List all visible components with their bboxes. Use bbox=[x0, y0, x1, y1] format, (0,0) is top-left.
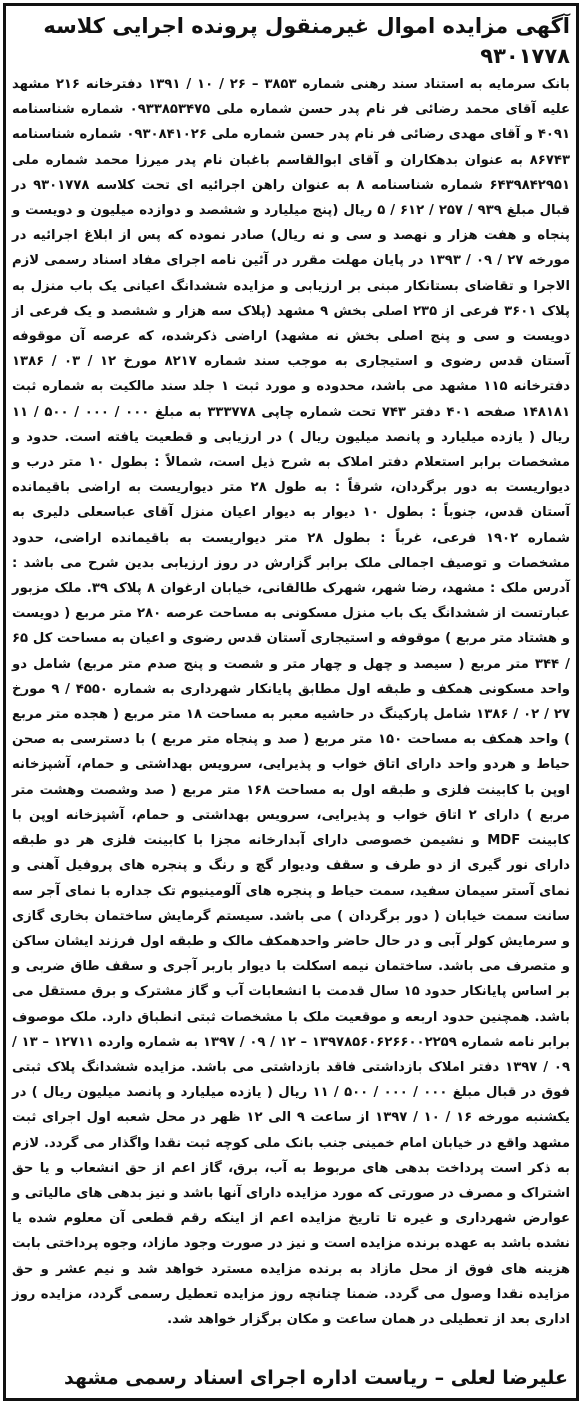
notice-body: بانک سرمایه به استناد سند رهنی شماره ۳۸۵۳ – ۲۶ / ۱۰ / ۱۳۹۱ دفترخانه ۲۱۶ مشهد علیه آقای محمد رضائی فر نام پدر حسن شماره ملی ۰۹۳۳۸۵۳۴۷۵ شماره شناسنامه ۴۰۹۱ و آقای مهدی رضائی فر نام پدر حسن شماره ملی ۰۹۳۰۸۴۱۰۲۶ شماره شناسنامه ۸۶۷۴۳ به عنوان بدهکاران و آقای ابوالقاسم باغبان نام پدر میرزا محمد شماره ملی ۶۴۳۹۸۴۲۹۵۱ شماره شناسنامه ۸ به عنوان راهن اجرائیه ای تحت کلاسه ۹۳۰۱۷۷۸ در قبال مبلغ ۹۳۹ / ۲۵۷ / ۶۱۲ / ۵ ریال (پنج میلیارد و ششصد و دوازده میلیون و دویست و پنجاه و هفت هزار و نهصد و سی و نه ریال) صادر نموده که پس از ابلاغ اجرائیه در مورخه ۲۷ / ۰۹ / ۱۳۹۳ در پایان مهلت مقرر در آئین نامه اجرای مفاد اسناد رسمی لازم الاجرا و تقاضای بستانکار مبنی بر ارزیابی و مزایده ششدانگ اعیانی یک باب منزل به پلاک ۳۶۰۱ فرعی از ۲۳۵ اصلی بخش ۹ مشهد (پلاک سه هزار و ششصد و یک فرعی از دویست و سی و پنج اصلی بخش نه مشهد) اراضی ذکرشده، که عرصه آن موقوفه آستان قدس رضوی و استیجاری به موجب سند شماره ۸۲۱۷ مورخ ۱۲ / ۰۳ / ۱۳۸۶ دفترخانه ۱۱۵ مشهد می باشد، محدوده و مورد ثبت ۱ جلد سند مالکیت به شماره ثبت ۱۴۸۱۸۱ صفحه ۴۰۱ دفتر ۷۴۳ تحت شماره چاپی ۳۳۳۷۷۸ به مبلغ ۰۰۰ / ۰۰۰ / ۵۰۰ / ۱۱ ریال ( یازده میلیارد و پانصد میلیون ریال ) در ارزیابی و قطعیت یافته است. حدود و مشخصات برابر استعلام دفتر املاک به شرح ذیل است، شمالاً : بطول ۱۰ متر درب و دیواریست به دور برگردان، شرقاً : به طول ۲۸ متر دیواریست به اراضی باقیمانده آستان قدس، جنوباً : بطول ۱۰ دیوار به دیوار اعیان منزل آقای عباسعلی دلیری به شماره ۱۹۰۲ فرعی، غرباً : بطول ۲۸ متر دیواریست به باقیمانده اراضی، حدود مشخصات و توصیف اجمالی ملک برابر گزارش در روز ارزیابی بدین شرح می باشد : آدرس ملک : مشهد، رضا شهر، شهرک طالقانی، خیابان ارغوان ۸ پلاک ۳۹. ملک مزبور عبارتست از ششدانگ یک باب منزل مسکونی به مساحت عرصه ۲۸۰ متر مربع ( دویست و هشتاد متر مربع ) موقوفه و استیجاری آستان قدس رضوی و اعیان به مساحت کل ۶۵ / ۳۴۴ متر مربع ( سیصد و چهل و چهار متر و شصت و پنج صدم متر مربع) شامل دو واحد مسکونی همکف و طبقه اول مطابق پایانکار شهرداری به شماره ۴۵۵۰ / ۹ مورخ ۲۷ / ۰۲ / ۱۳۸۶ شامل پارکینگ در حاشیه معبر به مساحت ۱۸ متر مربع ( هجده متر مربع ) واحد همکف به مساحت ۱۵۰ متر مربع ( صد و پنجاه متر مربع ) با دسترسی به صحن حیاط و هردو واحد دارای اتاق خواب و پذیرایی، سرویس بهداشتی و حمام، آشپزخانه اوپن با کابینت فلزی و طبقه اول به مساحت ۱۶۸ متر مربع ( صد وشصت وهشت متر مربع ) دارای ۲ اتاق خواب و پذیرایی، سرویس بهداشتی و حمام، آشپزخانه اوپن با کابینت MDF و نشیمن خصوصی دارای آبدارخانه مجزا با کابینت فلزی هر دو طبقه دارای نور گیری از دو طرف و سقف ودیوار گچ و رنگ و پنجره های پروفیل آهنی و نمای آستر سیمان سفید، سمت حیاط و پنجره های آلومینیوم تک جداره با نمای آجر سه سانت سمت خیابان ( دور برگردان ) می باشد. سیستم گرمایش ساختمان بخاری گازی و سرمایش کولر آبی و در حال حاضر واحدهمکف مالک و طبقه اول فرزند ایشان ساکن و متصرف می باشد. ساختمان نیمه اسکلت با دیوار باربر آجری و سقف طاق ضربی و بر اساس پایانکار حدود ۱۵ سال قدمت با انشعابات آب و گاز مشترک و برق مستقل می باشد. همچنین حدود اربعه و موقعیت ملک با مشخصات ثبتی انطباق دارد. ملک موصوف برابر نامه شماره ۱۳۹۷۸۵۶۰۶۲۶۶۰۰۲۲۵۹ – ۱۲ / ۰۹ / ۱۳۹۷ به شماره وارده ۱۲۷۱۱ – ۱۳ / ۰۹ / ۱۳۹۷ دفتر املاک بازداشتی فاقد بازداشتی می باشد. مزایده ششدانگ پلاک ثبتی فوق در قبال مبلغ ۰۰۰ / ۰۰۰ / ۵۰۰ / ۱۱ ریال ( یازده میلیارد و پانصد میلیون ریال ) در یکشنبه مورخه ۱۶ / ۱۰ / ۱۳۹۷ از ساعت ۹ الی ۱۲ ظهر در محل شعبه اول اجرای ثبت مشهد واقع در خیابان امام خمینی جنب بانک ملی کوچه ثبت نقدا واگذار می گردد. لازم به ذکر است پرداخت بدهی های مربوط به آب، برق، گاز اعم از حق انشعاب و یا حق اشتراک و مصرف در صورتی که مورد مزایده دارای آنها باشد و نیز بدهی های مالیاتی و عوارض شهرداری و غیره تا تاریخ مزایده اعم از اینکه رقم قطعی آن معلوم شده یا نشده باشد به عهده برنده مزایده است و نیز در صورت وجود مازاد، وجوه پرداختی بابت هزینه های فوق از محل مازاد به برنده مزایده مسترد خواهد شد و نیم عشر و حق مزایده نقدا وصول می گردد. ضمنا چنانچه روز مزایده تعطیل رسمی گردد، مزایده روز اداری بعد از تعطیلی در همان ساعت و مکان برگزار خواهد شد. bbox=[12, 77, 571, 1327]
notice-content bbox=[12, 11, 570, 1392]
notice-signature: علیرضا لعلی – ریاست اداره اجرای اسناد رسمی مشهد bbox=[64, 1367, 568, 1389]
notice-title: آگهی مزایده اموال غیرمنقول پرونده اجرایی کلاسه ۹۳۰۱۷۷۸ bbox=[43, 14, 570, 68]
notice-frame bbox=[3, 3, 579, 1401]
